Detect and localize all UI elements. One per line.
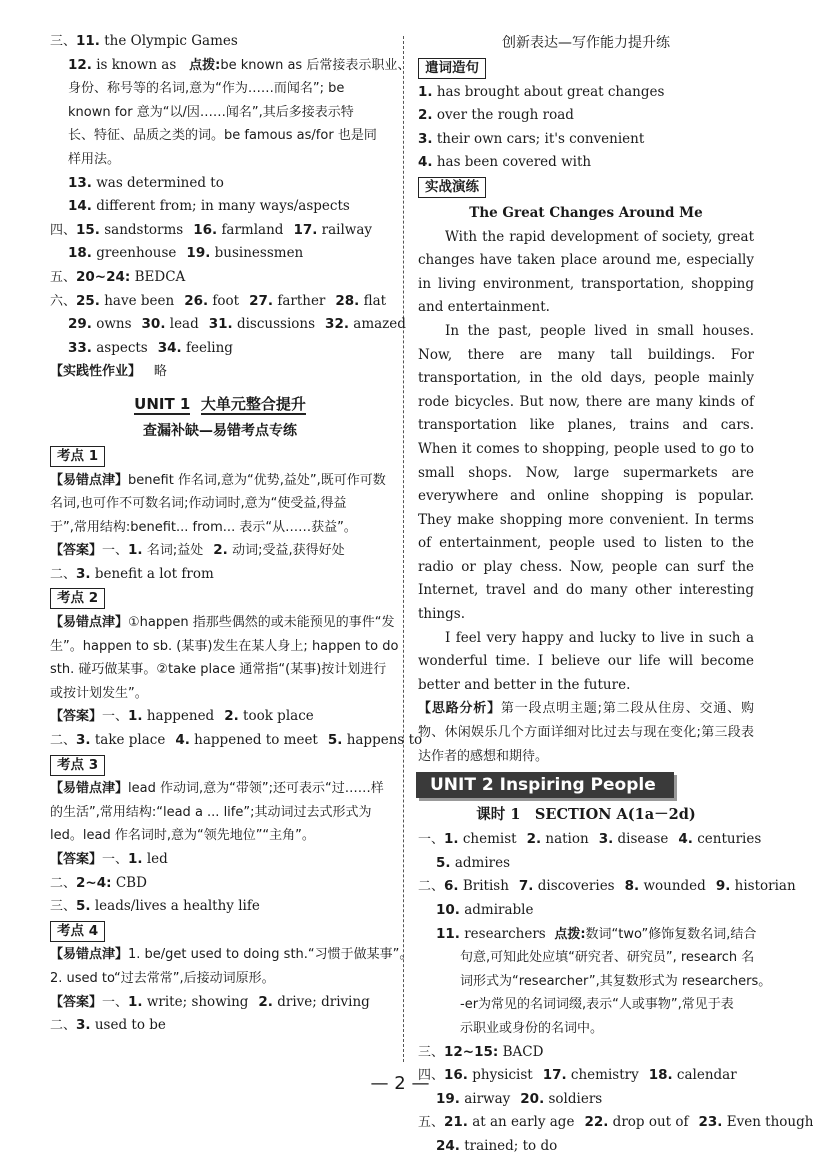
answer-text: the Olympic Games <box>104 33 238 49</box>
tip-text: 2. used to“过去常常”,后接动词原形。 <box>50 970 275 986</box>
answer-text: 名词;益处 <box>146 543 204 559</box>
item-number: 5. <box>76 898 91 915</box>
answer-text: aspects <box>96 339 148 356</box>
item-number: 10. <box>436 902 460 918</box>
section-marker: 五、 <box>50 269 77 285</box>
answer-text: take place <box>94 732 166 749</box>
tip-text: 样用法。 <box>68 151 121 167</box>
item-number: 1. <box>128 993 143 1010</box>
item-number: 24. <box>436 1137 460 1154</box>
answer-text: chemistry <box>570 1067 639 1084</box>
item-number: 3. <box>76 1017 91 1034</box>
answer-line <box>50 313 406 337</box>
answer-text: businessmen <box>214 245 304 262</box>
item-number: 22. <box>584 1114 609 1131</box>
answer-text: discoveries <box>537 878 615 895</box>
tip-text: 名词,也可作不可数名词;作动词时,意为“使受益,得益 <box>50 496 347 512</box>
section-marker: 二、 <box>50 566 77 582</box>
left-column <box>50 30 423 1038</box>
item-number: 33. <box>68 339 92 356</box>
kaodian-1-label: 考点 1 <box>50 446 105 467</box>
item-number: 16. <box>193 221 218 238</box>
lesson-title: 课时 1 SECTION A(1a－2d) <box>476 806 696 824</box>
unit1-subtitle: 查漏补缺—易错考点专练 <box>143 422 297 439</box>
tip-paragraph <box>50 943 413 967</box>
answer-text: discussions <box>236 316 316 333</box>
item-number: 18. <box>648 1067 673 1084</box>
answer-line <box>50 563 390 587</box>
item-number: 13. <box>68 174 92 191</box>
item-number: 7. <box>518 878 534 895</box>
item-number: 6. <box>444 878 459 895</box>
answer-text: benefit a lot from <box>94 565 214 582</box>
answer-text: write; showing <box>146 993 249 1010</box>
answer-text: their own cars; it's convenient <box>436 130 645 147</box>
answer-text: historian <box>734 878 796 895</box>
tip-label: 【易错点津】 <box>50 472 129 488</box>
tip-text: lead 作动词,意为“带领”;还可表示“过……样 <box>128 781 384 797</box>
answer-text: CBD <box>115 874 147 891</box>
answer-text: sandstorms <box>104 221 184 238</box>
tip-label: 【易错点津】 <box>50 947 129 963</box>
practice-label: 实战演练 <box>418 177 486 198</box>
section-marker: 一、 <box>102 994 129 1010</box>
answer-text: farther <box>277 292 326 309</box>
essay-paragraph: I feel very happy and lucky to live in such a wonderful time. I believe our life will become better and better in the future. <box>418 629 754 693</box>
tip-text: ①happen 指那些偶然的或未能预见的事件“发 <box>128 615 395 631</box>
answer-line <box>418 1041 754 1065</box>
answer-text: nation <box>545 831 589 848</box>
answer-label: 【答案】 <box>50 543 103 559</box>
item-number: 2. <box>526 831 542 848</box>
item-number: 2. <box>418 107 433 124</box>
tip-paragraph <box>50 469 390 493</box>
unit-heading: 大单元整合提升 <box>200 394 306 413</box>
kaodian-3-label: 考点 3 <box>50 755 105 776</box>
answer-line <box>418 151 754 175</box>
answer-text: used to be <box>94 1017 166 1034</box>
answer-text: airway <box>464 1090 511 1107</box>
tip-text: 于”,常用结构:benefit... from... 表示“从……获益”。 <box>50 519 357 535</box>
section-marker: 二、 <box>50 1018 77 1034</box>
item-number: 21. <box>444 1114 468 1131</box>
item-number: 31. <box>208 316 233 333</box>
item-number: 5. <box>327 732 343 749</box>
item-number: 3. <box>598 831 614 848</box>
item-number: 3. <box>418 130 433 147</box>
item-number: 1. <box>418 83 433 100</box>
tip-text: 的生活”,常用结构:“lead a ... life”;其动词过去式形式为 <box>50 804 372 820</box>
answer-line <box>50 705 390 729</box>
answer-label: 【答案】 <box>50 852 103 867</box>
answer-line <box>418 104 754 128</box>
answer-text: at an early age <box>472 1114 575 1131</box>
answer-text: trained; to do <box>464 1137 558 1154</box>
item-number: 4. <box>175 732 190 749</box>
item-number: 26. <box>184 292 209 309</box>
item-number: 27. <box>249 292 274 309</box>
tip-label: 【易错点津】 <box>50 615 129 631</box>
tip-text: 1. be/get used to doing sth.“习惯于做某事”。 <box>128 947 413 963</box>
answer-text: happened <box>146 708 215 725</box>
essay-paragraph: With the rapid development of society, great changes have taken place around me, especially in living environment, transportation, shopping and entertainment. <box>418 228 754 316</box>
section-marker: 四、 <box>50 222 77 238</box>
answer-text: 动词;受益,获得好处 <box>232 543 345 559</box>
item-number: 1. <box>128 851 143 867</box>
answer-line <box>50 266 390 290</box>
item-number: 34. <box>157 339 182 356</box>
answer-line <box>50 729 423 753</box>
item-number: 2~4: <box>76 874 112 891</box>
answer-line <box>418 875 796 899</box>
answer-text: physicist <box>472 1067 533 1084</box>
answer-line <box>50 172 390 196</box>
kaodian-2-label: 考点 2 <box>50 588 105 609</box>
section-marker: 五、 <box>418 1115 445 1131</box>
item-number: 19. <box>186 245 211 262</box>
unit-label: UNIT 1 <box>134 394 191 413</box>
item-number: 17. <box>293 221 318 238</box>
tip-text: 生”。happen to sb. (某事)发生在某人身上; happen to do <box>50 638 399 654</box>
essay-paragraph: In the past, people lived in small houses. Now, there are many tall buildings. For transportation, in the old days, people mainly rode bicycles. But now, there are many kinds of transportation like planes, trains and cars. When it comes to shopping, people used to go to small shops. Now, large supermarkets are everywhere and online shopping is popular. They make shopping more convenient. In terms of entertainment, people used to listen to the radio or play chess. Now, people can surf the Internet, travel and do many other interesting things. <box>418 322 754 623</box>
item-number: 1. <box>128 542 143 559</box>
tip-paragraph <box>50 611 395 635</box>
tip-label: 【易错点津】 <box>50 781 129 797</box>
tip-text: 身份、称号等的名词,意为“作为……而闻名”; be <box>68 81 345 97</box>
section-marker: 一、 <box>102 852 129 867</box>
item-number: 12. <box>68 56 92 73</box>
item-number: 25. <box>76 292 100 309</box>
section-marker: 三、 <box>50 899 77 915</box>
answer-text: greenhouse <box>96 245 177 262</box>
answer-line <box>50 242 390 266</box>
answer-line <box>418 1111 813 1135</box>
answer-line <box>418 828 762 852</box>
answer-text: was determined to <box>96 174 224 191</box>
answer-text: drop out of <box>612 1114 689 1131</box>
item-number: 3. <box>76 732 91 749</box>
column-divider <box>403 36 404 1062</box>
answer-line <box>418 852 754 876</box>
answer-text: led <box>146 851 168 867</box>
section-marker: 一、 <box>102 543 129 559</box>
item-number: 20. <box>520 1090 545 1107</box>
kaodian-4-label: 考点 4 <box>50 921 105 942</box>
tip-text: 长、特征、品质之类的词。be famous as/for 也是同 <box>68 128 377 144</box>
section-marker: 二、 <box>50 733 77 749</box>
answer-text: flat <box>363 292 387 309</box>
answer-line <box>50 539 390 563</box>
answer-line <box>50 872 390 896</box>
answer-text: chemist <box>462 831 517 848</box>
section-marker: 六、 <box>50 293 77 309</box>
section-marker: 一、 <box>418 832 445 848</box>
page-number: — 2 — <box>370 1073 430 1094</box>
tip-text: 示职业或身份的名词中。 <box>460 1020 604 1036</box>
answer-label: 【答案】 <box>50 994 103 1010</box>
answer-line <box>50 848 390 872</box>
answer-text: admires <box>454 854 511 871</box>
item-number: 23. <box>698 1114 723 1131</box>
answer-text: owns <box>96 316 132 333</box>
homework-label: 【实践性作业】 <box>50 364 142 380</box>
answer-text: foot <box>212 292 240 309</box>
essay-title: The Great Changes Around Me <box>469 204 703 221</box>
answer-text: feeling <box>185 339 233 356</box>
answer-label: 【答案】 <box>50 709 103 725</box>
tip-text: known for 意为“以/因……闻名”,其后多接表示特 <box>68 104 354 120</box>
item-number: 12~15: <box>444 1043 499 1060</box>
answer-line <box>50 991 390 1015</box>
answer-text: soldiers <box>548 1090 603 1107</box>
item-number: 15. <box>76 221 100 238</box>
answer-text: leads/lives a healthy life <box>94 898 260 915</box>
section-marker: 一、 <box>102 709 129 725</box>
tip-label: 点拨: <box>189 57 221 73</box>
item-number: 29. <box>68 316 92 333</box>
answer-line <box>50 290 390 314</box>
answer-text: over the rough road <box>436 107 574 124</box>
answer-text: has been covered with <box>436 154 592 171</box>
section-marker: 四、 <box>418 1068 445 1084</box>
item-number: 11. <box>436 925 460 942</box>
tip-text: 词形式为“researcher”,其复数形式为 researchers。 <box>460 973 772 989</box>
analysis-paragraph <box>418 697 754 768</box>
answer-text: researchers <box>464 925 546 942</box>
section-marker: 三、 <box>50 34 77 49</box>
answer-line <box>50 337 390 361</box>
tip-text: led。lead 作名词时,意为“领先地位”“主角”。 <box>50 828 315 844</box>
item-number: 30. <box>141 316 166 333</box>
answer-text: have been <box>104 292 175 309</box>
answer-text: railway <box>321 221 373 238</box>
item-number: 19. <box>436 1090 460 1107</box>
answer-text: farmland <box>221 221 284 238</box>
item-number: 28. <box>335 292 360 309</box>
analysis-text: 第一段点明主题;第二段从住房、交通、购物、休闲娱乐几个方面详细对比过去与现在变化;第三段表达作者的感想和期待。 <box>418 701 754 764</box>
answer-text: admirable <box>464 902 534 918</box>
section-marker: 二、 <box>418 879 445 895</box>
item-number: 2. <box>213 542 228 559</box>
answer-line <box>50 30 390 54</box>
answer-text: is known as <box>96 56 177 73</box>
item-number: 4. <box>678 831 693 848</box>
answer-text: has brought about great changes <box>436 83 665 100</box>
answer-text: BACD <box>502 1043 544 1060</box>
answer-text: centuries <box>697 831 762 848</box>
section-marker: 三、 <box>418 1044 445 1060</box>
item-number: 8. <box>624 878 640 895</box>
answer-text: disease <box>617 831 669 848</box>
item-number: 20~24: <box>76 268 131 285</box>
item-number: 4. <box>418 154 433 171</box>
answer-text: amazed <box>353 316 406 333</box>
item-number: 2. <box>224 708 239 725</box>
unit2-banner: UNIT 2 Inspiring People <box>416 772 674 798</box>
tip-paragraph <box>50 777 390 801</box>
answer-line <box>50 360 390 384</box>
answer-line <box>418 899 754 923</box>
writing-section-title: 创新表达—写作能力提升练 <box>502 35 670 51</box>
item-number: 14. <box>68 198 92 215</box>
unit1-title <box>50 390 390 418</box>
tip-text: be known as 后常接表示职业、 <box>220 57 411 73</box>
tip-text: benefit 作名词,意为“优势,益处”,既可作可数 <box>128 472 386 488</box>
answer-line <box>418 128 754 152</box>
tip-text: 或按计划发生”。 <box>50 685 148 701</box>
answer-text: calendar <box>676 1067 737 1084</box>
item-number: 1. <box>128 708 143 725</box>
answer-text: drive; driving <box>277 993 370 1010</box>
answer-line <box>50 195 390 219</box>
answer-text: 略 <box>153 364 167 380</box>
item-number: 17. <box>542 1067 567 1084</box>
section-marker: 二、 <box>50 875 77 891</box>
tip-text: sth. 碰巧做某事。②take place 通常指“(某事)按计划进行 <box>50 662 387 678</box>
tip-text: -er为常见的名词词缀,表示“人或事物”,常见于表 <box>460 997 734 1013</box>
answer-text: wounded <box>643 878 706 895</box>
answer-line <box>50 54 411 78</box>
answer-text: took place <box>243 708 314 725</box>
answer-text: BEDCA <box>134 268 186 285</box>
item-number: 1. <box>444 831 459 848</box>
item-number: 16. <box>444 1067 468 1084</box>
item-number: 18. <box>68 245 92 262</box>
item-number: 9. <box>715 878 731 895</box>
right-column <box>418 30 813 1159</box>
item-number: 5. <box>436 854 451 871</box>
tip-text: 句意,可知此处应填“研究者、研究员”, research 名 <box>460 950 755 966</box>
answer-line <box>418 923 757 947</box>
answer-line <box>50 1014 390 1038</box>
answer-line <box>418 81 754 105</box>
tip-text: 数词“two”修饰复数名词,结合 <box>585 926 757 942</box>
answer-text: happened to meet <box>194 732 318 749</box>
answer-line <box>50 219 390 243</box>
answer-text: happens to <box>346 732 423 749</box>
item-number: 3. <box>76 565 91 582</box>
answer-text: lead <box>169 316 199 333</box>
analysis-label: 【思路分析】 <box>418 701 501 717</box>
sentence-building-label: 遣词造句 <box>418 58 486 79</box>
answer-line <box>418 1135 754 1159</box>
answer-text: Even though <box>726 1114 813 1131</box>
answer-text: British <box>462 878 509 895</box>
tip-label: 点拨: <box>554 926 586 942</box>
answer-text: different from; in many ways/aspects <box>96 198 350 215</box>
answer-line <box>50 895 390 919</box>
item-number: 32. <box>325 316 349 333</box>
item-number: 2. <box>258 993 273 1010</box>
item-number: 11. <box>76 33 100 49</box>
